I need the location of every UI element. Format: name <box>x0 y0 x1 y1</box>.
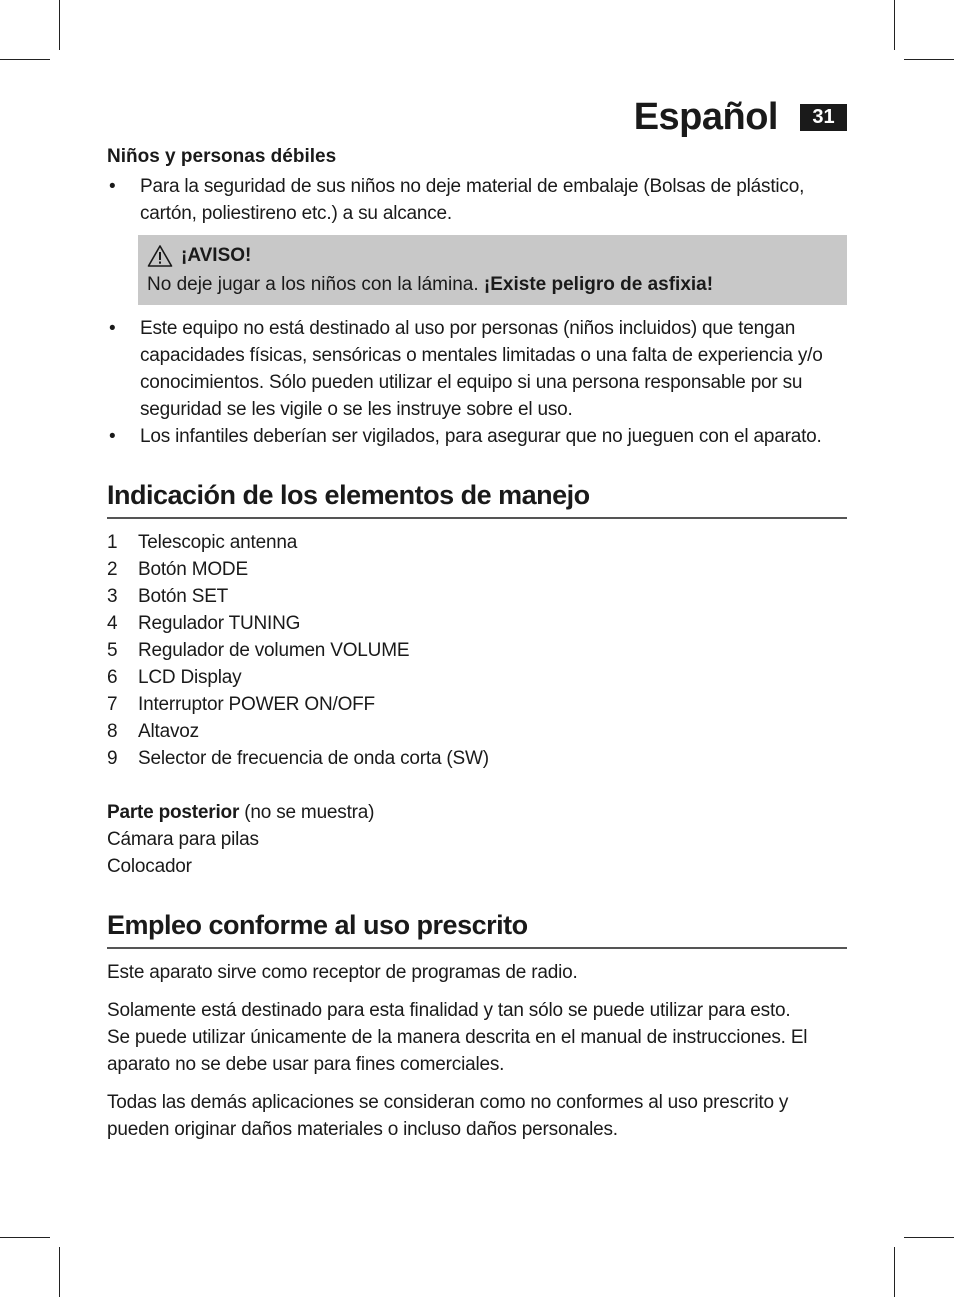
item-label: Interruptor POWER ON/OFF <box>138 694 375 715</box>
item-label: Telescopic antenna <box>138 532 298 553</box>
list-item <box>107 556 847 583</box>
warning-title-row <box>147 241 838 270</box>
page-language-title: Español <box>633 96 778 138</box>
bullet-icon: • <box>109 318 116 339</box>
list-item <box>107 637 847 664</box>
list-item <box>107 610 847 637</box>
rear-item: Cámara para pilas <box>107 829 259 850</box>
item-number: 9 <box>107 748 118 769</box>
list-item <box>107 529 847 556</box>
rear-side-note: (no se muestra) <box>244 802 375 823</box>
rear-side-row <box>107 799 847 826</box>
intended-use-paragraph: Se puede utilizar únicamente de la manera descrita en el manual de instrucciones. El aparato no se debe usar para fines comerciales. <box>107 1027 808 1075</box>
item-number: 2 <box>107 559 118 580</box>
page-content <box>107 143 847 1143</box>
item-label: Altavoz <box>138 721 199 742</box>
crop-mark <box>59 1247 60 1297</box>
item-number: 3 <box>107 586 118 607</box>
children-safety-heading: Niños y personas débiles <box>107 146 337 167</box>
crop-mark <box>0 1237 50 1238</box>
warning-title: ¡AVISO! <box>181 245 252 266</box>
item-number: 6 <box>107 667 118 688</box>
crop-mark <box>894 0 895 50</box>
crop-mark <box>904 1237 954 1238</box>
intended-use-section-title: Empleo conforme al uso prescrito <box>107 910 847 949</box>
item-number: 8 <box>107 721 118 742</box>
warning-triangle-icon <box>147 244 173 268</box>
bullet-icon: • <box>109 426 116 447</box>
item-label: Botón MODE <box>138 559 248 580</box>
item-label: Botón SET <box>138 586 229 607</box>
crop-mark <box>904 59 954 60</box>
item-label: LCD Display <box>138 667 242 688</box>
item-number: 4 <box>107 613 118 634</box>
controls-list <box>107 529 847 772</box>
warning-box <box>138 235 847 305</box>
item-number: 1 <box>107 532 118 553</box>
item-number: 7 <box>107 694 118 715</box>
rear-item: Colocador <box>107 856 192 877</box>
item-label: Selector de frecuencia de onda corta (SW) <box>138 748 489 769</box>
intended-use-paragraph: Este aparato sirve como receptor de programas de radio. <box>107 962 578 983</box>
item-label: Regulador TUNING <box>138 613 301 634</box>
page-number-badge: 31 <box>800 104 847 131</box>
list-item <box>107 718 847 745</box>
crop-mark <box>59 0 60 50</box>
warning-text: No deje jugar a los niños con la lámina. <box>147 274 479 295</box>
rear-side-label: Parte posterior <box>107 802 240 823</box>
bullet-text: Para la seguridad de sus niños no deje material de embalaje (Bolsas de plástico, cartón, poliestireno etc.) a su alcance. <box>140 176 805 224</box>
list-item <box>107 173 847 227</box>
warning-text-row <box>147 270 838 299</box>
item-number: 5 <box>107 640 118 661</box>
bullet-text: Este equipo no está destinado al uso por personas (niños incluidos) que tengan capacidades físicas, sensóricas o mentales limitadas o una falta de experiencia y/o conocimientos. Sólo pueden utilizar el equipo si una persona responsable por su seguridad se les vigile o se les instruye sobre el uso. <box>140 318 823 420</box>
list-item <box>107 664 847 691</box>
item-label: Regulador de volumen VOLUME <box>138 640 410 661</box>
bullet-icon: • <box>109 176 116 197</box>
intended-use-paragraph: Solamente está destinado para esta finalidad y tan sólo se puede utilizar para esto. <box>107 1000 791 1021</box>
list-item <box>107 583 847 610</box>
bullet-text: Los infantiles deberían ser vigilados, para asegurar que no jueguen con el aparato. <box>140 426 822 447</box>
list-item <box>107 745 847 772</box>
controls-section-title: Indicación de los elementos de manejo <box>107 480 847 519</box>
intended-use-paragraph: Todas las demás aplicaciones se consideran como no conformes al uso prescrito y pueden originar daños materiales o incluso daños personales. <box>107 1092 789 1140</box>
crop-mark <box>0 59 50 60</box>
list-item <box>107 423 847 450</box>
list-item <box>107 691 847 718</box>
crop-mark <box>894 1247 895 1297</box>
warning-emphasis: ¡Existe peligro de asfixia! <box>483 274 714 295</box>
list-item <box>107 315 847 423</box>
